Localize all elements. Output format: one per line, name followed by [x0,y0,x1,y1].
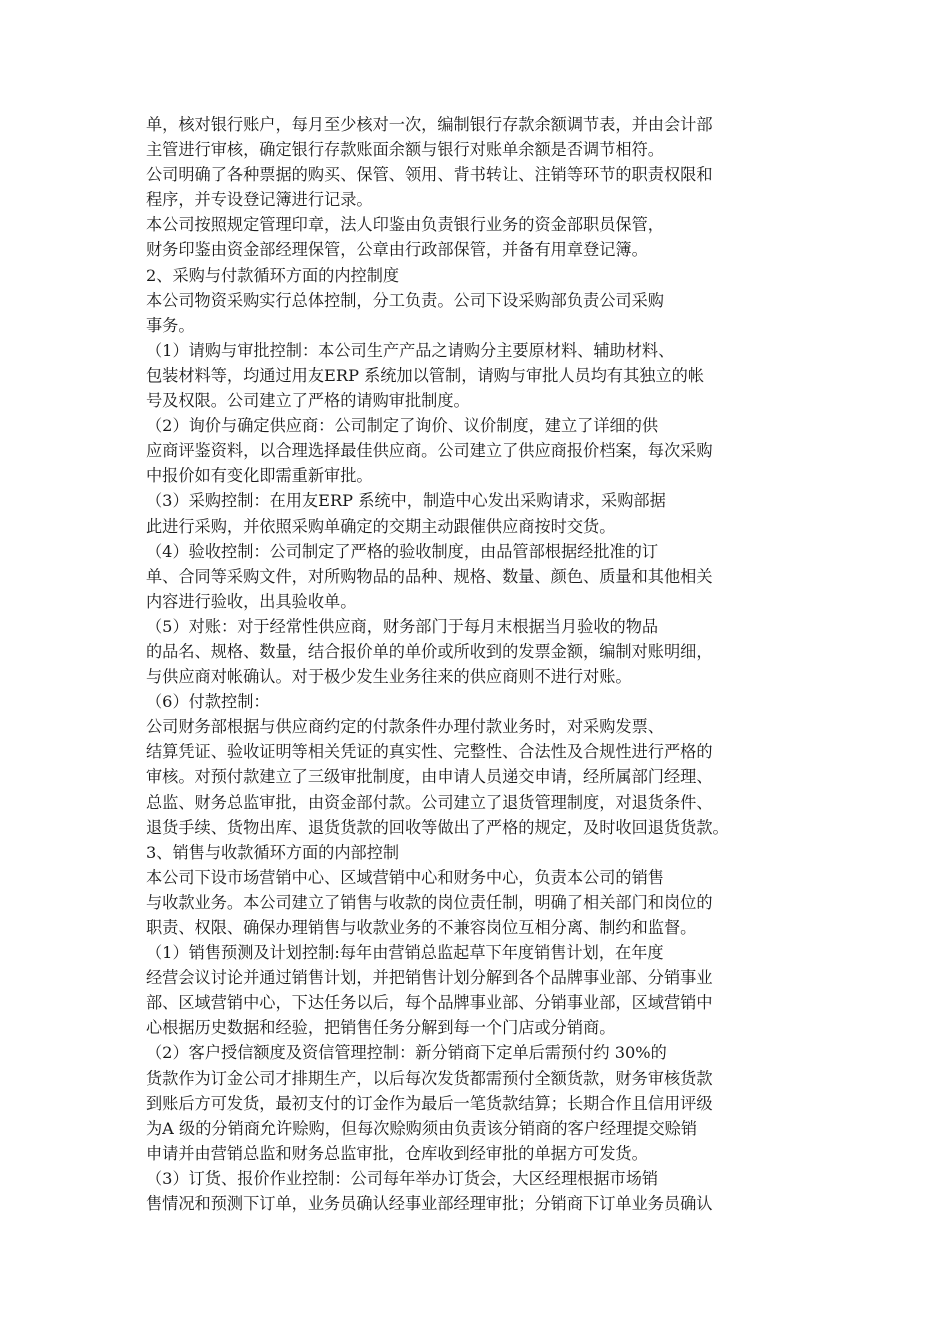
list-item-heading: （6）付款控制： [146,692,270,712]
text-line: 结算凭证、验收证明等相关凭证的真实性、完整性、合法性及合规性进行严格的 [146,742,713,762]
list-item-heading: （4）验收控制：公司制定了严格的验收制度，由品管部根据经批准的订 [146,541,659,561]
text-line: 本公司下设市场营销中心、区域营销中心和财务中心，负责本公司的销售 [146,867,664,887]
text-line: 部、区域营销中心，下达任务以后，每个品牌事业部、分销事业部，区域营销中 [146,993,713,1013]
text-line: 公司财务部根据与供应商约定的付款条件办理付款业务时，对采购发票、 [146,717,664,737]
list-item-heading: （2）客户授信额度及资信管理控制：新分销商下定单后需预付约 30%的 [146,1043,667,1063]
list-item-heading: （3）采购控制：在用友ERP 系统中，制造中心发出采购请求，采购部据 [146,491,666,511]
list-item-heading: （5）对账：对于经常性供应商，财务部门于每月末根据当月验收的物品 [146,616,659,636]
text-line: 主管进行审核，确定银行存款账面余额与银行对账单余额是否调节相符。 [146,140,664,160]
list-item-heading: （3）订货、报价作业控制：公司每年举办订货会，大区经理根据市场销 [146,1168,659,1188]
text-line: 售情况和预测下订单，业务员确认经事业部经理审批；分销商下订单业务员确认 [146,1194,713,1214]
section-heading: 3、销售与收款循环方面的内部控制 [146,842,400,862]
text-line: 中报价如有变化即需重新审批。 [146,466,373,486]
text-line: 审核。对预付款建立了三级审批制度，由申请人员递交申请，经所属部门经理、 [146,767,713,787]
list-item-heading: （1）请购与审批控制：本公司生产产品之请购分主要原材料、辅助材料、 [146,340,675,360]
list-item-heading: （1）销售预测及计划控制:每年由营销总监起草下年度销售计划，在年度 [146,943,664,963]
text-line: 程序，并专设登记簿进行记录。 [146,190,373,210]
text-line: 财务印鉴由资金部经理保管，公章由行政部保管，并备有用章登记簿。 [146,240,648,260]
text-line: 此进行采购，并依照采购单确定的交期主动跟催供应商按时交货。 [146,516,616,536]
text-line: 与收款业务。本公司建立了销售与收款的岗位责任制，明确了相关部门和岗位的 [146,892,713,912]
text-line: 经营会议讨论并通过销售计划，并把销售计划分解到各个品牌事业部、分销事业 [146,968,713,988]
text-line: 应商评鉴资料，以合理选择最佳供应商。公司建立了供应商报价档案，每次采购 [146,441,713,461]
text-line: 申请并由营销总监和财务总监审批，仓库收到经审批的单据方可发货。 [146,1143,648,1163]
text-line: 退货手续、货物出库、退货货款的回收等做出了严格的规定，及时收回退货货款。 [146,817,729,837]
text-line: 公司明确了各种票据的购买、保管、领用、背书转让、注销等环节的职责权限和 [146,165,713,185]
text-line: 货款作为订金公司才排期生产，以后每次发货都需预付全额货款，财务审核货款 [146,1068,713,1088]
text-line: 总监、财务总监审批，由资金部付款。公司建立了退货管理制度，对退货条件、 [146,792,713,812]
text-line: 职责、权限、确保办理销售与收款业务的不兼容岗位互相分离、制约和监督。 [146,918,697,937]
text-line: 单，核对银行账户，每月至少核对一次，编制银行存款余额调节表，并由会计部 [146,115,713,134]
text-line: 的品名、规格、数量，结合报价单的单价或所收到的发票金额，编制对账明细， [146,641,713,661]
text-line: 心根据历史数据和经验，把销售任务分解到每一个门店或分销商。 [146,1018,616,1038]
text-line: 号及权限。公司建立了严格的请购审批制度。 [146,391,470,411]
list-item-heading: （2）询价与确定供应商：公司制定了询价、议价制度，建立了详细的供 [146,416,659,436]
text-line: 与供应商对帐确认。对于极少发生业务往来的供应商则不进行对账。 [146,667,632,687]
section-heading: 2、采购与付款循环方面的内控制度 [146,265,400,285]
text-line: 到账后方可发货，最初支付的订金作为最后一笔货款结算；长期合作且信用评级 [146,1093,713,1113]
text-line: 本公司按照规定管理印章，法人印鉴由负责银行业务的资金部职员保管， [146,215,664,235]
text-line: 事务。 [146,315,195,335]
text-line: 为A 级的分销商允许赊购，但每次赊购须由负责该分销商的客户经理提交赊销 [146,1118,698,1138]
text-line: 包装材料等，均通过用友ERP 系统加以管制，请购与审批人员均有其独立的帐 [146,365,705,385]
document-body [146,112,816,1216]
text-line: 内容进行验收，出具验收单。 [146,591,357,611]
text-line: 本公司物资采购实行总体控制，分工负责。公司下设采购部负责公司采购 [146,290,664,310]
text-line: 单、合同等采购文件，对所购物品的品种、规格、数量、颜色、质量和其他相关 [146,566,713,586]
